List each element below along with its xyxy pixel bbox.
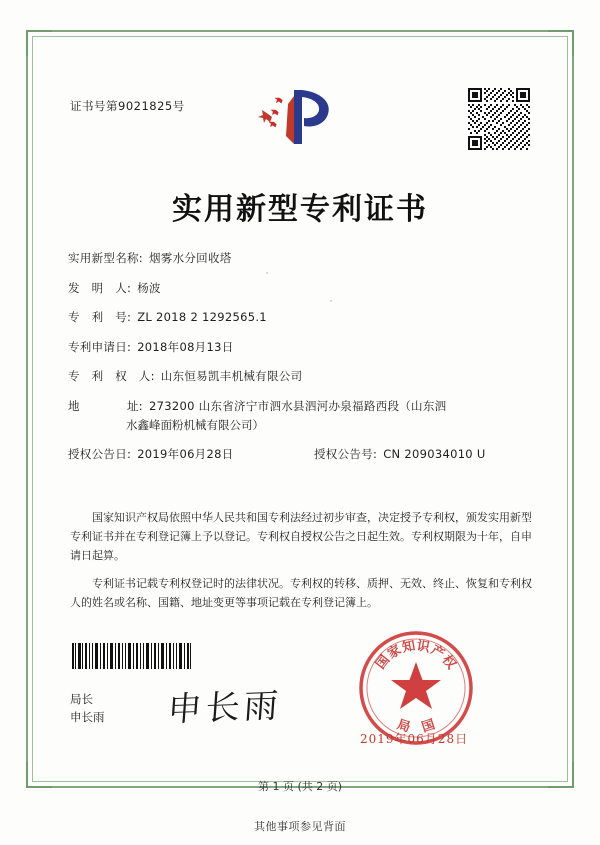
- field-row-patentee: [68, 368, 538, 384]
- field-label: 实用新型名称:: [68, 251, 143, 265]
- legal-paragraph-2: 专利证书记载专利权登记时的法律状况。专利权的转移、质押、无效、终止、恢复和专利权人的姓名或名称、国籍、地址变更等事项记载在专利登记簿上。: [70, 577, 532, 609]
- svg-text:家: 家: [385, 642, 405, 663]
- page-title: 实用新型专利证书: [172, 192, 428, 227]
- field-row-patent-number: [68, 309, 538, 325]
- corner-ornament-top-right: [548, 30, 574, 56]
- seal-date: 2019年06月28日: [360, 732, 469, 746]
- field-row-utility-model-name: [68, 250, 538, 266]
- field-value: 杨波: [137, 280, 161, 295]
- field-row-address: [68, 398, 538, 414]
- field-label: 专 利 权 人:: [68, 369, 155, 383]
- field-label: 地 址:: [68, 398, 143, 413]
- svg-text:产: 产: [427, 642, 447, 663]
- field-label: 专利申请日:: [68, 339, 132, 354]
- field-row-grant-publication: [68, 446, 538, 462]
- svg-text:局: 局: [394, 717, 412, 736]
- certificate-number: 证书号第9021825号: [70, 99, 185, 113]
- address-continuation: 水鑫峰面粉机械有限公司）: [126, 418, 264, 432]
- field-label-publication-number: 授权公告号:: [314, 447, 378, 461]
- field-label-grant-date: 授权公告日:: [68, 447, 132, 461]
- field-value-grant-date: 2019年06月28日: [137, 447, 234, 461]
- field-row-application-date: [68, 339, 538, 355]
- field-value-publication-number: CN 209034010 U: [383, 447, 486, 461]
- signature-title-line-1: 局长: [70, 692, 93, 706]
- field-value: 烟雾水分回收塔: [148, 251, 232, 265]
- handwritten-signature: 申长雨: [166, 686, 284, 730]
- svg-text:权: 权: [438, 652, 459, 673]
- field-value: 273200 山东省济宁市泗水县泗河办泉福路西段（山东泗: [148, 398, 447, 413]
- svg-text:国: 国: [420, 717, 438, 736]
- page-indicator: 第 1 页 (共 2 页): [257, 780, 343, 793]
- field-value: ZL 2018 2 1292565.1: [137, 310, 267, 324]
- signature-title: [70, 690, 105, 726]
- speck-1: [266, 272, 268, 274]
- svg-text:知: 知: [401, 638, 417, 656]
- certificate-fields: [68, 250, 538, 476]
- barcode-icon: [72, 643, 192, 669]
- patent-office-logo-icon: [258, 84, 350, 150]
- signature-title-line-2: 申长雨: [70, 710, 105, 724]
- field-label: 专 利 号:: [68, 310, 132, 324]
- svg-text:识: 识: [415, 638, 431, 656]
- back-side-note: 其他事项参见背面: [254, 820, 346, 833]
- field-label: 发 明 人:: [68, 280, 132, 295]
- field-row-inventor: [68, 280, 538, 296]
- svg-text:国: 国: [373, 652, 394, 673]
- qr-code-icon: [468, 88, 530, 150]
- legal-text-block: [70, 508, 532, 621]
- field-value: 山东恒易凯丰机械有限公司: [160, 369, 303, 383]
- legal-paragraph-1: 国家知识产权局依照中华人民共和国专利法经过初步审查，决定授予专利权，颁发实用新型专利证书并在专利登记簿上予以登记。专利权自授权公告之日起生效。专利权期限为十年，自申请日起算。: [70, 511, 532, 562]
- speck-2: [330, 300, 332, 302]
- corner-ornament-top-left: [26, 30, 52, 56]
- field-value: 2018年08月13日: [137, 339, 234, 354]
